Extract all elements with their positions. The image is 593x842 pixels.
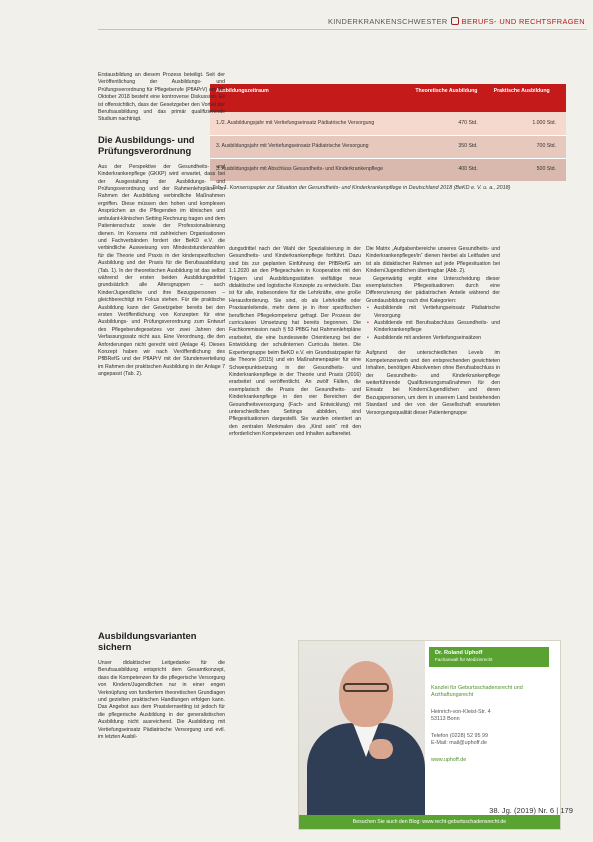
list-item: • Ausbildende mit anderen Vertiefungseinsätzen [366,335,500,342]
body-paragraph: Die Matrix „Aufgabenbereiche unseres Gesundheits- und Kinderkrankenpfleger/in“ dienen hierbei als Leitfaden und ist als didaktischer Rahmen auf jede Pflegesituation bei Kindern/Jugendlichen übertragbar (Abb. 2). [366,246,500,275]
table-cell-theory: 400 Std. [409,158,487,181]
list-item: • Ausbildende mit Berufsabschluss Gesundheits- und Kinderkrankenpflege [366,320,500,335]
body-paragraph: Aus der Perspektive der Gesundheits- und Kinderkrankenpflege (GKKP) wird erwartet, dass bei der Ausgestaltung der Ausbildungs- und Prüfungsverordnung und der Rahmenlehrpläne im Rahmen der Ausbildung verbindliche Maßnahmen ergriffen. Diese müssen den hohen und komplexen Ansprüchen an die Pflegenden im klinischen und ambulant-klinischen Setting Rechnung tragen und dem Patientenschutz sowie der Professionalisierung dienen. Im Konsens mit zahlreichen Organisationen und Fachverbänden fordert der BeKD e.V. die verbindliche Ausweisung von Mindeststundenzahlen für die Theorie und Praxis in der kinderspezifischen Ausbildung und der Praxis für die Berufsausbildung (Tab. 1). In der theoretischen Ausbildung ist das selbst während der ersten beiden Ausbildungsdrittel grundsätzlich alle Altersgruppen – auch Kinder/Jugendliche und ihre Bezugspersonen – gleichberechtigt im Fokus stehen. Für die praktische Ausbildung kann der Gesetzgeber bereits bei den ersten Veröffentlichung von Konzepten für eine Ausbildungs- und Prüfungsverordnung zum Entwurf des Pflegeberufegesetzes vor zwei Jahren den Verfassungssatz nicht aus. Eine Verordnung, die den Anforderungen nicht gerecht wird (Anlage 4). Dieses Konzept haben wir nach Veröffentlichung des PflBRefG und der PflAPrV mit der Stundenverteilung im Rahmen der praktischen Ausbildung in der Anlage 7 angepasst (Tab. 2). [98,163,225,378]
ad-contact [431,685,555,764]
bullet-list [366,305,500,342]
list-item: • Ausbildende mit Vertiefungseinsatz Pädiatrische Versorgung [366,305,500,320]
page-footer: 38. Jg. (2019) Nr. 6 | 179 [489,806,573,815]
advertisement[interactable] [298,640,561,830]
column-left-lower [98,630,225,741]
journal-logo-icon [451,17,459,25]
heading-ausbildungsvarianten: Ausbildungsvarianten sichern [98,630,197,652]
section-name: BERUFS- UND RECHTSFRAGEN [461,17,585,26]
ad-email[interactable]: E-Mail: mail@uphoff.de [431,740,488,746]
ad-name: Dr. Roland Uphoff [435,650,483,656]
ad-blog-banner[interactable]: Besuchen Sie auch den Blog: www.recht-geburtsschadensrecht.de [299,815,560,829]
intro-paragraph: Erstausbildung an diesem Prozess beteiligt. Seit der Veröffentlichung der Ausbildungs- und Prüfungsverordnung für Pflegeberufe (PflAPrV) am 02. Oktober 2018 besteht eine kontroverse Diskussion. Es ist offensichtlich, dass der Gesetzgeber den Vorteil der Berufsausbildung und das primär qualifizierende Studium nachträgt. [98,72,225,123]
ad-kanzlei: Kanzlei für Geburtsschadensrecht und Arzthaftungsrecht [431,685,523,698]
table-header-zeitraum: Ausbildungszeitraum [210,84,409,112]
table-caption: Tab. 1. Konsenspapier zur Situation der Gesundheits- und Kinderkrankenpflege in Deutschland 2018 (BeKD e. V. u. a., 2018) [212,185,511,191]
body-paragraph: Gegenwärtig ergibt eine Unterscheidung dieser exemplarischen Pflegesituationen durch eine Differenzierung der pädiatrischen Anteile während der Grundausbildung nach drei Kategorien: [366,275,500,304]
body-paragraph: Unser didaktischer Leitgedanke für die Berufsausbildung entspricht dem Gesamtkonzept, dass die Kompetenzen für die pflegerische Versorgung von Kindern/Jugendlichen nur in einer engen Verknüpfung von fundiertem theoretischen Grundlagen und gezielten praktischen Handlungen erfolgen kann. Das Angebot aus dem Praxislernsetting ist jedoch für die pflegerische Ausbildung in der generalistischen Ausbildung nicht ausreichend. Die Ausbildung mit Vertiefungseinsatz Pädiatrische Versorgung und evtl. im letzten Ausbil- [98,660,225,741]
table-header-theorie: Theoretische Ausbildung [409,84,487,112]
table-cell-practice: 700 Std. [488,135,566,158]
table-cell-label: 3. Ausbildungsjahr mit Abschluss Gesundheits- und Kinderkrankenpflege [210,158,409,181]
journal-name: KINDERKRANKENSCHWESTER [327,17,448,26]
table-cell-practice: 500 Std. [488,158,566,181]
table-header-praxis: Praktische Ausbildung [488,84,566,112]
body-paragraph: Aufgrund der unterschiedlichen Levels im Kompetenzerwerb und den entsprechenden gewichteten Inhalten, benötigen Absolventen ohne Berufsabschluss in der Gesundheits- und Kinderkrankenpflege weiterführende Qualifizierungsmaßnahmen für den Einsatz bei Kindern/Jugendlichen und deren Bezugspersonen, um dem in unserem Land bestehenden Standard und der von der Gesellschaft erwarteten Versorgungsqualität dieser Patientengruppe [366,350,500,416]
body-paragraph: dungsdrittel nach der Wahl der Spezialisierung in der Gesundheits- und Kinderkrankenpflege fortführt. Dazu sind bis zur geplanten Einführung der PflBRefG am 1.1.2020 an den Pflegeschulen in Kooperation mit den Trägern und Ausbildungsstätten vielfältige neue didaktische und logistische Konzepte zu entwickeln. Das ist für alle, insbesondere für die Lehrkräfte, eine große Herausforderung. Sie sind, ob als Lehrkräfte oder Praxisanleitende, mehr denn je in ihrer spezifischen beruflichen Pflegekompetenz gefragt. Der Prozess der curricularen Umsetzung hat bereits begonnen. Die Fachkommission nach § 53 PflBG hat Rahmenlehrpläne erarbeitet, die eine bundesweite Orientierung bei der Entwicklung der schulinternen Curricula bieten. Die Expertengruppe beim BeKD e.V. ein Grundsatzpapier für die Theorie (2015) und ein Maßnahmenpapier für eine Schwerpunktsetzung in der Gesundheits- und Kinderkrankenpflege in der Theorie und Praxis (2016) erarbeitet und veröffentlicht. An zwölf Fällen, die exemplarisch die Praxis der Gesundheits- und Kinderkrankenpflege in den vier Bereichen der Gesundheitsversorgung (Fach- und Entwicklung) mit unterschiedlichen Settings abbilden, sind Pflegesituationen dargestellt. Sie wurden orientiert an den zentralen Merkmalen des „Kind sein“ mit den erforderlichen Kompetenzen und Inhalten aufbereitet. [229,246,361,438]
ad-title: Fachanwalt für Medizinrecht [435,657,493,662]
table-ausbildungszeitraum [210,84,566,181]
column-left [98,72,225,379]
heading-ausbildungs-pruefungsverordnung: Die Ausbildungs- und Prüfungsverordnung [98,133,195,156]
running-header [328,17,585,26]
portrait-photo [299,641,425,817]
ad-phone: Telefon (0228) 52 95 99 [431,733,488,739]
ad-website-link[interactable]: www.uphoff.de [431,757,467,763]
table-row [210,158,566,181]
column-middle [229,246,361,439]
table-cell-theory: 470 Std. [409,112,487,135]
table-cell-practice: 1.000 Std. [488,112,566,135]
column-right [366,246,500,417]
header-rule [98,29,587,30]
ad-city: 53113 Bonn [431,716,460,722]
table-cell-label: 3. Ausbildungsjahr mit Vertiefungseinsatz Pädiatrische Versorgung [210,135,409,158]
table-row [210,135,566,158]
ad-nameplate [429,647,549,667]
table-cell-label: 1./2. Ausbildungsjahr mit Vertiefungseinsatz Pädiatrische Versorgung [210,112,409,135]
table-header-row [210,84,566,112]
table-cell-theory: 350 Std. [409,135,487,158]
ad-street: Heinrich-von-Kleist-Str. 4 [431,709,491,715]
table-row [210,112,566,135]
